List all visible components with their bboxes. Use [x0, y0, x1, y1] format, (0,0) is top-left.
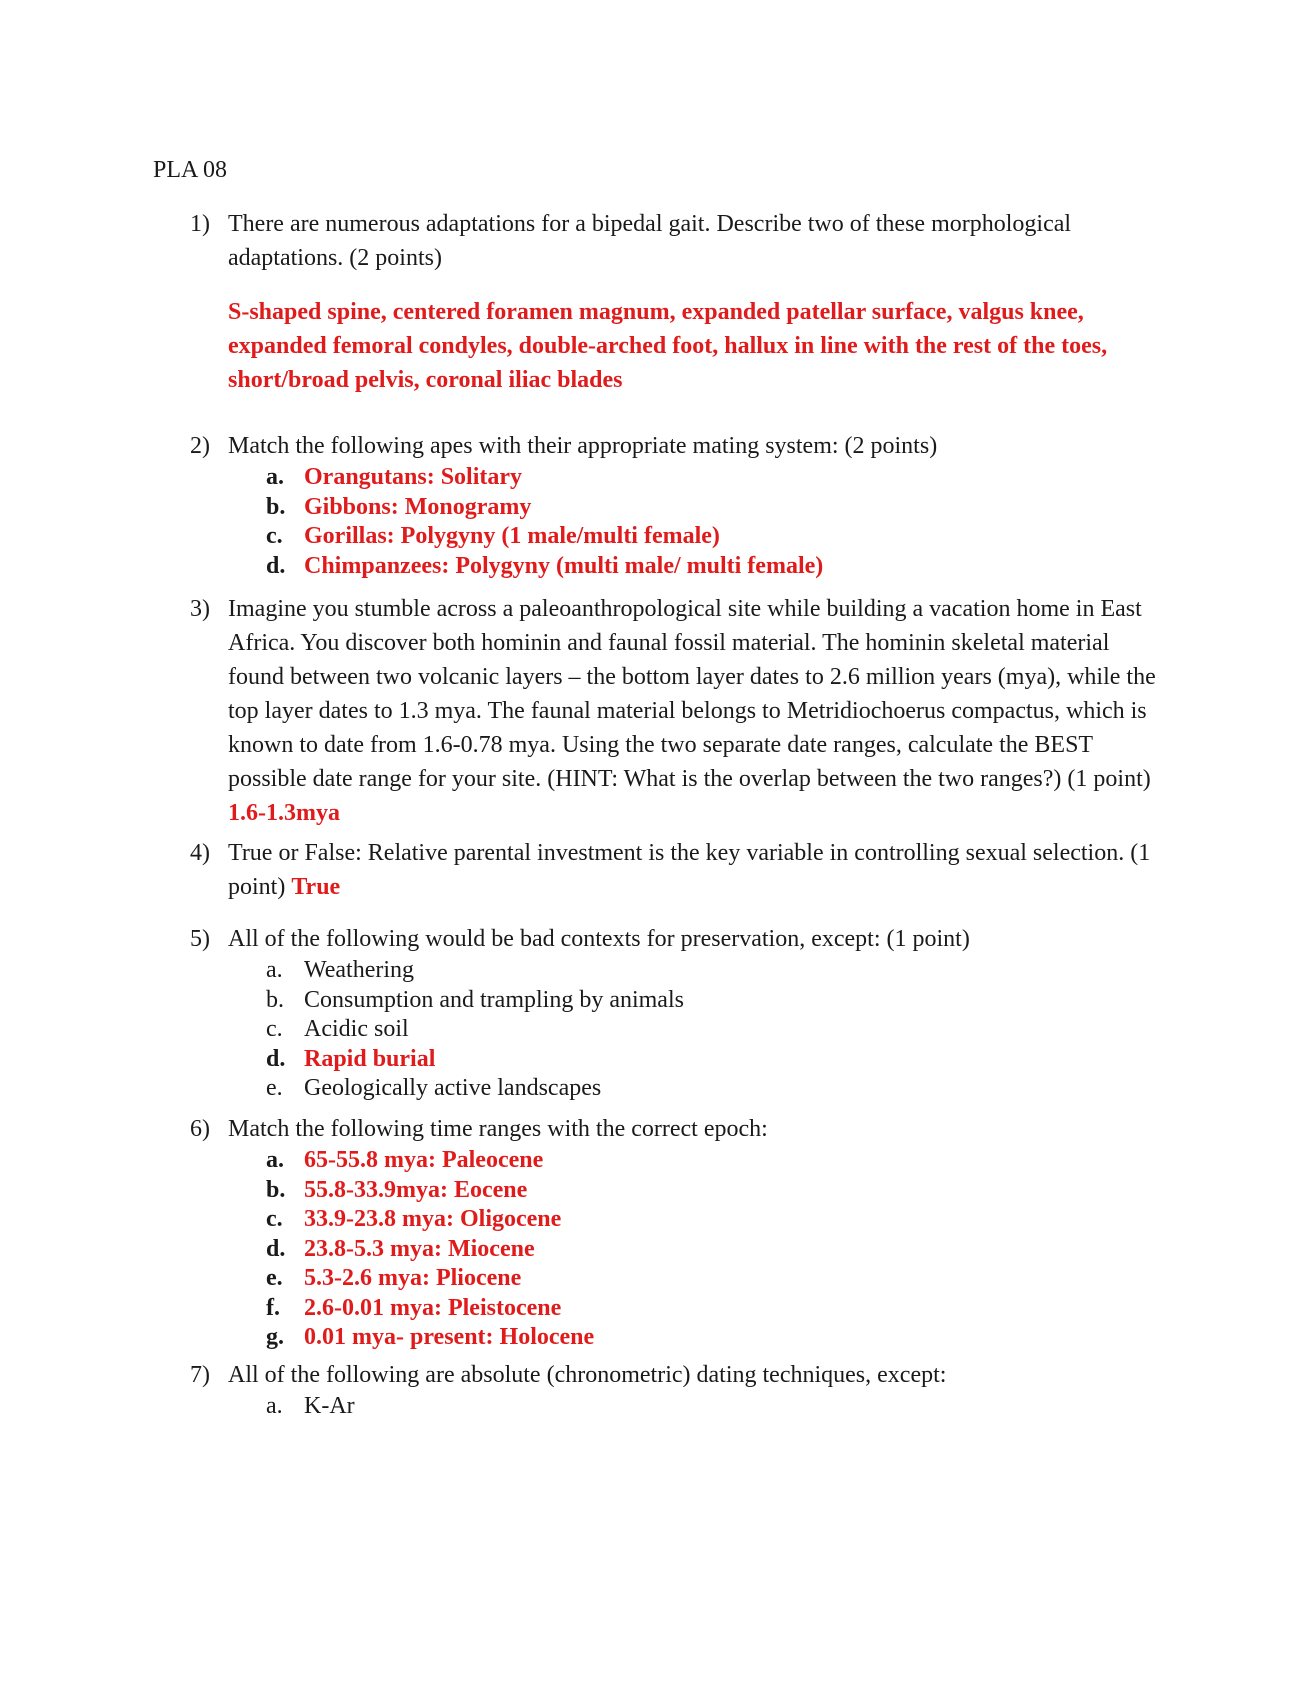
- question-number: 2): [190, 433, 210, 459]
- option-letter: c.: [266, 1016, 283, 1042]
- option-text: K-Ar: [304, 1393, 355, 1419]
- question-text: There are numerous adaptations for a bipedal gait. Describe two of these morphological adaptations. (2 points): [228, 211, 1072, 271]
- option-text: Acidic soil: [304, 1016, 409, 1042]
- question-number: 1): [190, 211, 210, 237]
- option-text: 23.8-5.3 mya: Miocene: [304, 1235, 535, 1262]
- question-7: [190, 1358, 1170, 1422]
- option-letter: e.: [266, 1265, 283, 1291]
- question-number: 4): [190, 840, 210, 866]
- option-letter: c.: [266, 1206, 283, 1232]
- option-letter: b.: [266, 1176, 286, 1203]
- option-letter: d.: [266, 1045, 286, 1072]
- option-text: Rapid burial: [304, 1045, 436, 1072]
- option-text: 0.01 mya- present: Holocene: [304, 1324, 595, 1350]
- option-item: [266, 552, 1170, 582]
- option-item: [266, 1323, 1170, 1353]
- option-item: [266, 986, 1170, 1016]
- option-text: Chimpanzees: Polygyny (multi male/ multi female): [304, 552, 824, 579]
- option-item: [266, 1235, 1170, 1265]
- answer-text: True: [291, 874, 341, 900]
- option-item: [266, 463, 1170, 493]
- option-text: Consumption and trampling by animals: [304, 986, 684, 1013]
- option-text: Orangutans: Solitary: [304, 464, 523, 490]
- option-letter: e.: [266, 1075, 283, 1101]
- option-item: [266, 956, 1170, 986]
- question-body: [228, 836, 1170, 904]
- question-number: 5): [190, 926, 210, 952]
- question-number: 7): [190, 1362, 210, 1388]
- option-text: Gorillas: Polygyny (1 male/multi female): [304, 523, 720, 549]
- option-item: [266, 1294, 1170, 1324]
- option-text: 65-55.8 mya: Paleocene: [304, 1147, 544, 1173]
- option-letter: a.: [266, 1393, 283, 1419]
- option-list: [266, 1146, 1170, 1353]
- option-text: 2.6-0.01 mya: Pleistocene: [304, 1294, 562, 1321]
- option-letter: a.: [266, 464, 284, 490]
- option-letter: b.: [266, 493, 286, 520]
- option-text: 55.8-33.9mya: Eocene: [304, 1176, 528, 1203]
- option-letter: a.: [266, 1147, 284, 1173]
- option-list: [266, 956, 1170, 1104]
- option-text: Gibbons: Monogramy: [304, 493, 532, 520]
- question-text: All of the following would be bad contexts for preservation, except: (1 point): [228, 926, 970, 952]
- option-text: Weathering: [304, 957, 415, 983]
- document-title: PLA 08: [153, 157, 228, 183]
- question-body: [228, 592, 1170, 830]
- question-text: All of the following are absolute (chronometric) dating techniques, except:: [228, 1362, 947, 1388]
- question-number: 6): [190, 1116, 210, 1142]
- question-text: True or False: Relative parental investment is the key variable in controlling sexual selection. (1 point): [228, 840, 1151, 900]
- option-letter: g.: [266, 1324, 284, 1350]
- answer-text: S-shaped spine, centered foramen magnum, expanded patellar surface, valgus knee, expanded femoral condyles, double-arched foot, hallux in line with the rest of the toes, short/broad pelvis, coronal iliac blades: [228, 299, 1108, 393]
- answer-text: 1.6-1.3mya: [228, 800, 340, 826]
- option-item: [266, 1392, 1170, 1422]
- question-1: [190, 207, 1170, 397]
- question-number: 3): [190, 596, 210, 622]
- option-text: 5.3-2.6 mya: Pliocene: [304, 1265, 522, 1291]
- option-list: [266, 1392, 1170, 1422]
- option-item: [266, 1146, 1170, 1176]
- option-letter: f.: [266, 1294, 280, 1321]
- option-letter: d.: [266, 1235, 286, 1262]
- question-3: [190, 592, 1170, 830]
- option-item: [266, 1074, 1170, 1104]
- option-text: 33.9-23.8 mya: Oligocene: [304, 1206, 562, 1232]
- option-letter: c.: [266, 523, 283, 549]
- option-letter: a.: [266, 957, 283, 983]
- question-6: [190, 1112, 1170, 1353]
- option-item: [266, 493, 1170, 523]
- question-text: Match the following time ranges with the correct epoch:: [228, 1116, 768, 1142]
- option-item: [266, 1205, 1170, 1235]
- question-5: [190, 922, 1170, 1104]
- option-item: [266, 522, 1170, 552]
- option-item: [266, 1264, 1170, 1294]
- option-letter: b.: [266, 986, 284, 1013]
- question-4: [190, 836, 1170, 904]
- option-list: [266, 463, 1170, 581]
- option-letter: d.: [266, 552, 286, 579]
- question-text: Imagine you stumble across a paleoanthropological site while building a vacation home in East Africa. You discover both hominin and faunal fossil material. The hominin skeletal material found between two volcanic layers – the bottom layer dates to 2.6 million years (mya), while the top layer dates to 1.3 mya. The faunal material belongs to Metridiochoerus compactus, which is known to date from 1.6-0.78 mya. Using the two separate date ranges, calculate the BEST possible date range for your site. (HINT: What is the overlap between the two ranges?) (1 point): [228, 596, 1156, 792]
- question-2: [190, 429, 1170, 581]
- option-item: [266, 1015, 1170, 1045]
- option-text: Geologically active landscapes: [304, 1075, 602, 1101]
- option-item-correct: [266, 1045, 1170, 1075]
- option-item: [266, 1176, 1170, 1206]
- question-text: Match the following apes with their appropriate mating system: (2 points): [228, 433, 938, 459]
